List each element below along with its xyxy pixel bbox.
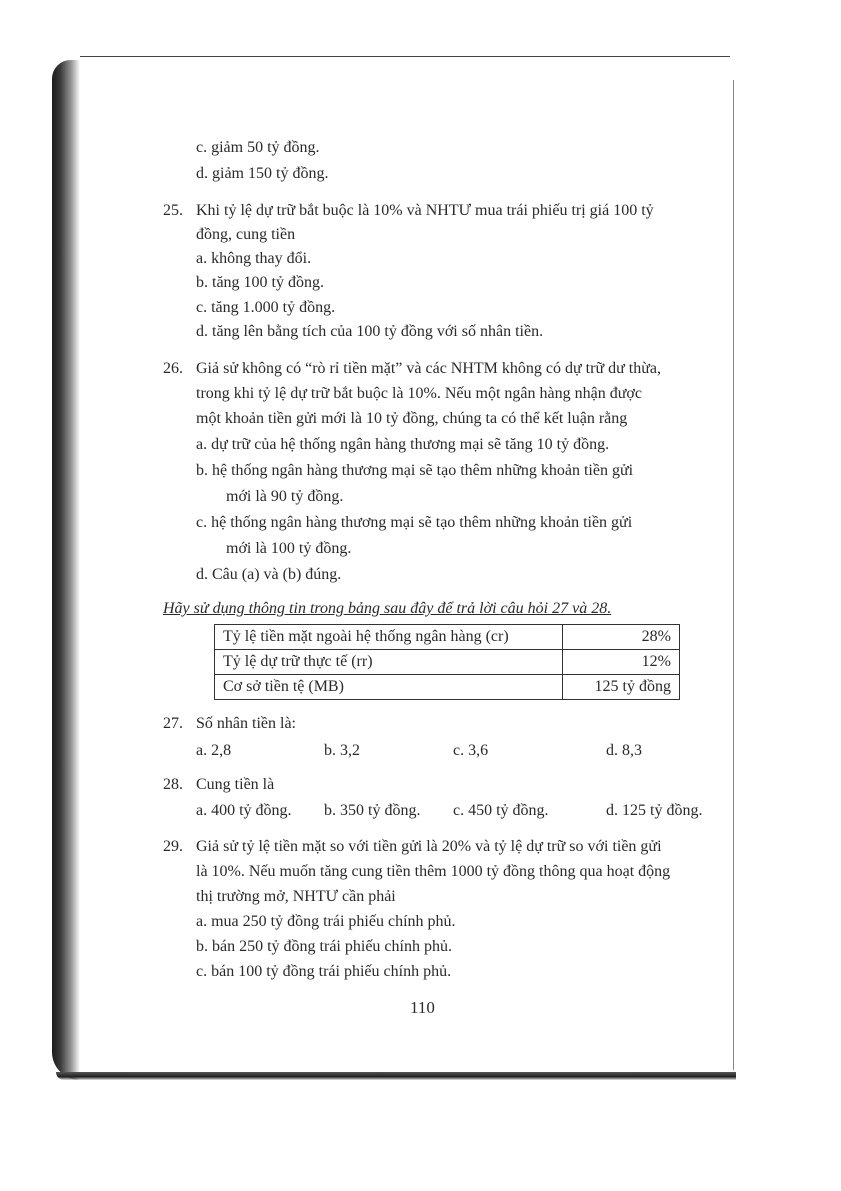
q24-option-c: c. giảm 50 tỷ đồng. — [196, 139, 320, 156]
table-instruction: Hãy sử dụng thông tin trong bảng sau đây để trả lời câu hỏi 27 và 28. — [163, 600, 612, 617]
q26-stem-line3: một khoản tiền gửi mới là 10 tỷ đồng, chúng ta có thể kết luận rằng — [196, 410, 628, 427]
table-cell-label: Tỷ lệ tiền mặt ngoài hệ thống ngân hàng (cr) — [215, 625, 563, 650]
table-cell-value: 125 tỷ đồng — [563, 675, 680, 700]
q27-option-a: a. 2,8 — [196, 742, 232, 759]
q28-option-c: c. 450 tỷ đồng. — [453, 802, 549, 819]
scan-shadow-left — [52, 60, 80, 1080]
q28-number: 28. — [163, 776, 183, 793]
q26-option-c-line1: c. hệ thống ngân hàng thương mại sẽ tạo thêm những khoản tiền gửi — [196, 514, 633, 531]
info-table — [214, 624, 680, 700]
q29-option-b: b. bán 250 tỷ đồng trái phiếu chính phủ. — [196, 938, 452, 955]
q25-option-d: d. tăng lên bằng tích của 100 tỷ đồng với số nhân tiền. — [196, 323, 544, 340]
q26-option-b-line1: b. hệ thống ngân hàng thương mại sẽ tạo thêm những khoản tiền gửi — [196, 462, 634, 479]
q26-option-c-line2: mới là 100 tỷ đồng. — [226, 540, 352, 557]
table-cell-value: 12% — [563, 650, 680, 675]
q27-number: 27. — [163, 715, 183, 732]
q29-option-a: a. mua 250 tỷ đồng trái phiếu chính phủ. — [196, 913, 456, 930]
q25-stem-line2: đồng, cung tiền — [196, 226, 296, 243]
table-cell-value: 28% — [563, 625, 680, 650]
q26-option-b-line2: mới là 90 tỷ đồng. — [226, 488, 344, 505]
table-cell-label: Tỷ lệ dự trữ thực tế (rr) — [215, 650, 563, 675]
q26-stem-line2: trong khi tỷ lệ dự trữ bắt buộc là 10%. Nếu một ngân hàng nhận được — [196, 385, 642, 402]
q26-number: 26. — [163, 360, 183, 377]
q25-number: 25. — [163, 202, 183, 219]
q25-stem-line1: Khi tỷ lệ dự trữ bắt buộc là 10% và NHTƯ mua trái phiếu trị giá 100 tỷ — [196, 202, 654, 219]
q29-number: 29. — [163, 838, 183, 855]
q26-option-a: a. dự trữ của hệ thống ngân hàng thương mại sẽ tăng 10 tỷ đồng. — [196, 436, 610, 453]
q28-option-d: d. 125 tỷ đồng. — [606, 802, 703, 819]
q27-option-d: d. 8,3 — [606, 742, 642, 759]
q25-option-a: a. không thay đổi. — [196, 250, 312, 267]
page-number: 110 — [410, 998, 435, 1017]
q28-option-b: b. 350 tỷ đồng. — [324, 802, 421, 819]
q26-option-d: d. Câu (a) và (b) đúng. — [196, 566, 342, 583]
q28-option-a: a. 400 tỷ đồng. — [196, 802, 292, 819]
q27-option-c: c. 3,6 — [453, 742, 489, 759]
q27-option-b: b. 3,2 — [324, 742, 360, 759]
scan-border-top — [80, 56, 730, 57]
scan-border-right — [733, 80, 734, 1070]
table-row — [215, 675, 680, 700]
q29-stem-line2: là 10%. Nếu muốn tăng cung tiền thêm 1000 tỷ đồng thông qua hoạt động — [196, 863, 671, 880]
scan-shadow-bottom — [56, 1072, 736, 1080]
q29-stem-line1: Giả sử tỷ lệ tiền mặt so với tiền gửi là 20% và tỷ lệ dự trữ so với tiền gửi — [196, 838, 662, 855]
q29-option-c: c. bán 100 tỷ đồng trái phiếu chính phủ. — [196, 963, 452, 980]
q25-option-c: c. tăng 1.000 tỷ đồng. — [196, 299, 336, 316]
q27-stem: Số nhân tiền là: — [196, 715, 296, 732]
table-row — [215, 625, 680, 650]
table-cell-label: Cơ sở tiền tệ (MB) — [215, 675, 563, 700]
q25-option-b: b. tăng 100 tỷ đồng. — [196, 274, 324, 291]
q29-stem-line3: thị trường mở, NHTƯ cần phải — [196, 888, 396, 905]
q24-option-d: d. giảm 150 tỷ đồng. — [196, 165, 329, 182]
table-row — [215, 650, 680, 675]
q26-stem-line1: Giả sử không có “rò rỉ tiền mặt” và các NHTM không có dự trữ dư thừa, — [196, 360, 662, 377]
q28-stem: Cung tiền là — [196, 776, 275, 793]
